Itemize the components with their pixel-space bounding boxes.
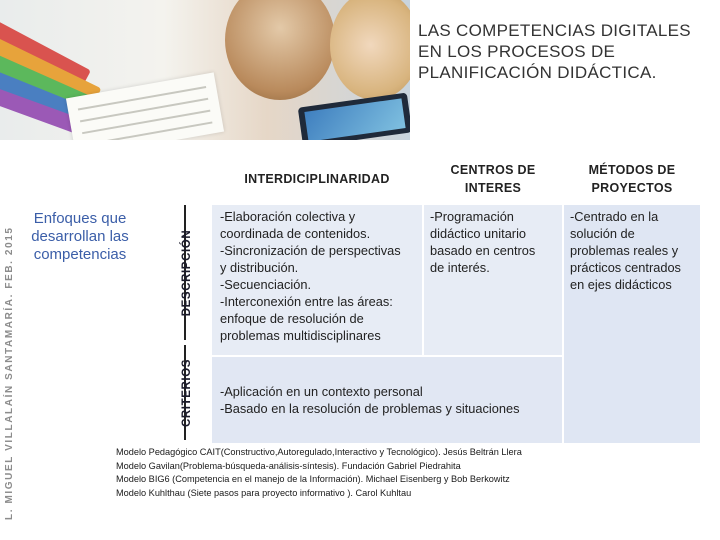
header-interdisciplinaridad: INTERDICIPLINARIDAD: [212, 155, 422, 203]
descripcion-line: problemas multidisciplinares: [220, 328, 381, 343]
reference-item: Modelo BIG6 (Competencia en el manejo de la Información). Michael Eisenberg y Bob Berkowitz: [116, 474, 510, 485]
header-metodos: MÉTODOS DE PROYECTOS: [564, 155, 700, 203]
descripcion-interdisciplinaridad: [212, 205, 422, 355]
descripcion-line: -Interconexión entre las áreas:: [220, 294, 393, 309]
descripcion-line: -Centrado en la: [570, 209, 659, 224]
reference-item: Modelo Pedagógico CAIT(Constructivo,Autoregulado,Interactivo y Tecnológico). Jesús Beltrán Llera: [116, 447, 522, 457]
descripcion-line: didáctico unitario: [430, 226, 527, 241]
descripcion-line: enfoque de resolución de: [220, 311, 364, 326]
enfoques-label: Enfoques que desarrollan las competencias: [31, 210, 129, 263]
descripcion-line: y distribución.: [220, 260, 299, 275]
descripcion-line: -Sincronización de perspectivas: [220, 243, 401, 258]
descripcion-line: -Programación: [430, 209, 514, 224]
author-credit: L. MIGUEL VILLALAÍN SANTAMARÍA. FEB. 2015: [4, 226, 15, 520]
header-centros: CENTROS DE INTERES: [424, 155, 562, 203]
descripcion-label-text: DESCRIPCIÓN: [181, 229, 194, 316]
child-head-right: [330, 0, 410, 100]
child-head-left: [225, 0, 335, 100]
descripcion-line: en ejes didácticos: [570, 277, 672, 292]
descripcion-line: solución de: [570, 226, 635, 241]
descripcion-line: basado en centros: [430, 243, 536, 258]
row-label-criterios: [165, 345, 209, 440]
criterios-cell: [212, 357, 562, 443]
row-label-descripcion: [165, 205, 209, 340]
criterios-label-text: CRITERIOS: [181, 358, 194, 427]
descripcion-line: de interés.: [430, 260, 490, 275]
reference-item: Modelo Kuhlthau (Siete pasos para proyecto informativo ). Carol Kuhltau: [116, 487, 412, 498]
header-photo: [0, 0, 410, 140]
descripcion-line: coordinada de contenidos.: [220, 226, 371, 241]
criterios-line: -Basado en la resolución de problemas y situaciones: [220, 401, 520, 416]
descripcion-centros: [424, 205, 562, 355]
tablet-device: [298, 93, 410, 140]
descripcion-metodos: [564, 205, 700, 443]
descripcion-line: prácticos centrados: [570, 260, 681, 275]
references: [116, 446, 522, 500]
descripcion-line: problemas reales y: [570, 243, 679, 258]
page-title: LAS COMPETENCIAS DIGITALES EN LOS PROCESOS DE PLANIFICACIÓN DIDÁCTICA.: [418, 21, 691, 82]
competencias-table: [212, 155, 700, 443]
descripcion-line: -Secuenciación.: [220, 277, 312, 292]
criterios-line: -Aplicación en un contexto personal: [220, 384, 423, 399]
descripcion-line: -Elaboración colectiva y: [220, 209, 356, 224]
reference-item: Modelo Gavilan(Problema-búsqueda-análisis-síntesis). Fundación Gabriel Piedrahita: [116, 460, 461, 471]
